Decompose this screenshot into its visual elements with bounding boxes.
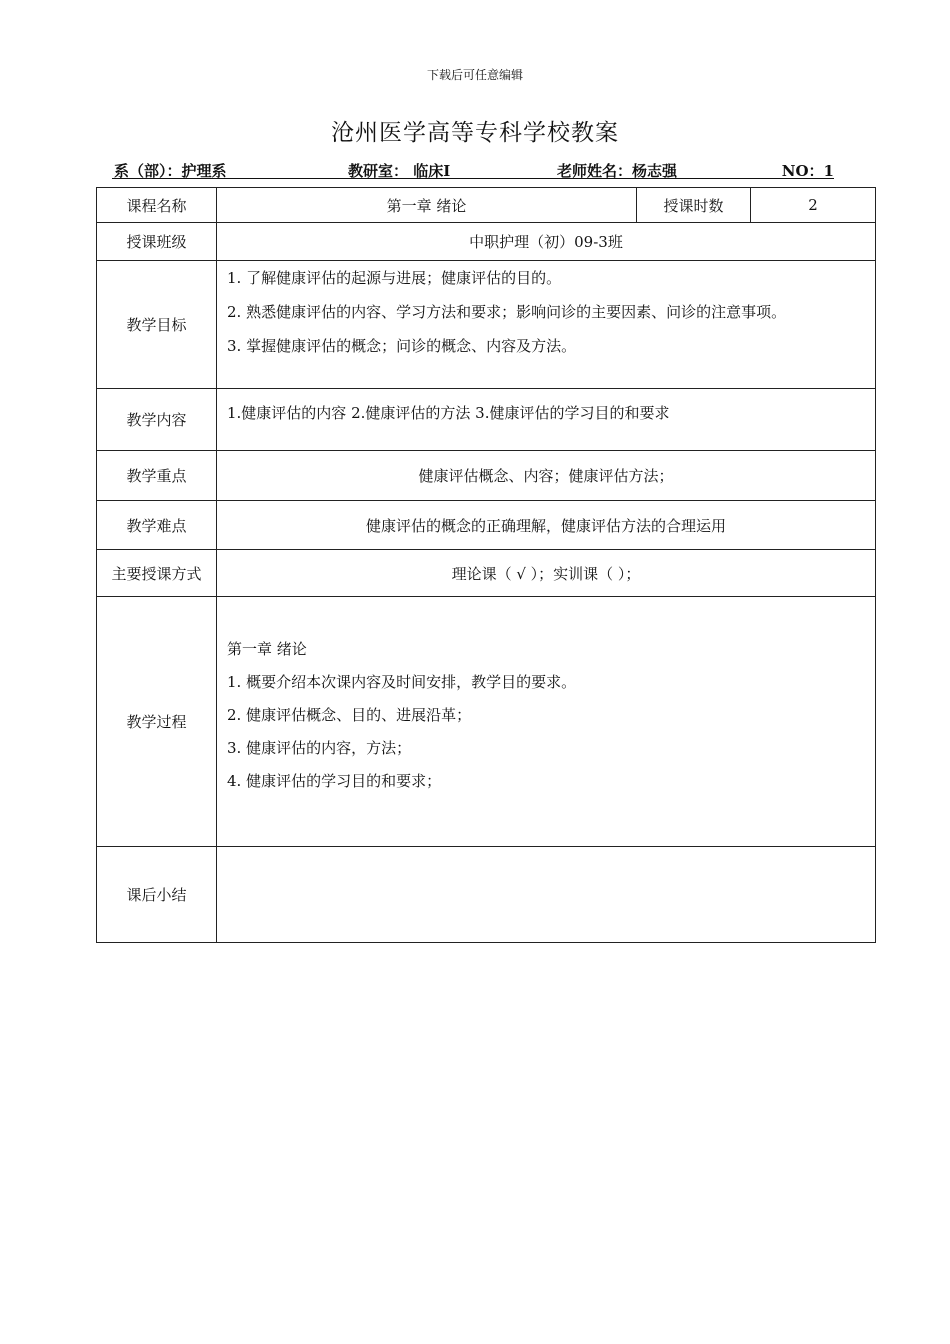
table-row — [97, 597, 876, 847]
lesson-plan-table — [96, 187, 876, 943]
goal-item: 1. 了解健康评估的起源与进展；健康评估的目的。 — [227, 269, 562, 287]
process-label: 教学过程 — [97, 597, 217, 847]
goal-item: 2. 熟悉健康评估的内容、学习方法和要求；影响问诊的主要因素、问诊的注意事项。 — [227, 303, 787, 321]
teaching-office: 教研室： 临床Ⅰ — [348, 162, 451, 180]
difficulty-value: 健康评估的概念的正确理解，健康评估方法的合理运用 — [217, 501, 876, 550]
content-value: 1.健康评估的内容 2.健康评估的方法 3.健康评估的学习目的和要求 — [217, 389, 876, 451]
top-note: 下载后可任意编辑 — [426, 68, 523, 82]
content-label: 教学内容 — [97, 389, 217, 451]
method-label: 主要授课方式 — [97, 550, 217, 597]
process-item: 3. 健康评估的内容，方法； — [227, 739, 412, 757]
difficulty-label: 教学难点 — [97, 501, 217, 550]
hours-value: 2 — [751, 188, 876, 223]
table-row — [97, 550, 876, 597]
table-row — [97, 223, 876, 261]
header-info — [112, 160, 834, 179]
table-row — [97, 847, 876, 943]
department: 系（部）：护理系 — [114, 162, 227, 180]
document-title: 沧州医学高等专科学校教案 — [331, 120, 619, 146]
process-item: 4. 健康评估的学习目的和要求； — [227, 772, 442, 790]
table-row — [97, 188, 876, 223]
course-name-label: 课程名称 — [97, 188, 217, 223]
table-row — [97, 261, 876, 389]
teacher-name: 老师姓名：杨志强 — [557, 162, 678, 180]
key-points-value: 健康评估概念、内容；健康评估方法； — [217, 451, 876, 501]
hours-label: 授课时数 — [637, 188, 751, 223]
process-item: 第一章 绪论 — [227, 640, 307, 658]
summary-value — [217, 847, 876, 943]
table-row — [97, 501, 876, 550]
table-row — [97, 389, 876, 451]
goals-cell — [217, 261, 876, 389]
course-name-value: 第一章 绪论 — [217, 188, 637, 223]
process-cell — [217, 597, 876, 847]
goals-label: 教学目标 — [97, 261, 217, 389]
summary-label: 课后小结 — [97, 847, 217, 943]
class-value: 中职护理（初）09-3班 — [217, 223, 876, 261]
goal-item: 3. 掌握健康评估的概念；问诊的概念、内容及方法。 — [227, 337, 577, 355]
class-label: 授课班级 — [97, 223, 217, 261]
method-value: 理论课（ √ ）；实训课（ ）； — [217, 550, 876, 597]
process-item: 1. 概要介绍本次课内容及时间安排，教学目的要求。 — [227, 673, 577, 691]
document-number: NO：1 — [781, 162, 834, 180]
key-points-label: 教学重点 — [97, 451, 217, 501]
process-item: 2. 健康评估概念、目的、进展沿革； — [227, 706, 472, 724]
table-row — [97, 451, 876, 501]
